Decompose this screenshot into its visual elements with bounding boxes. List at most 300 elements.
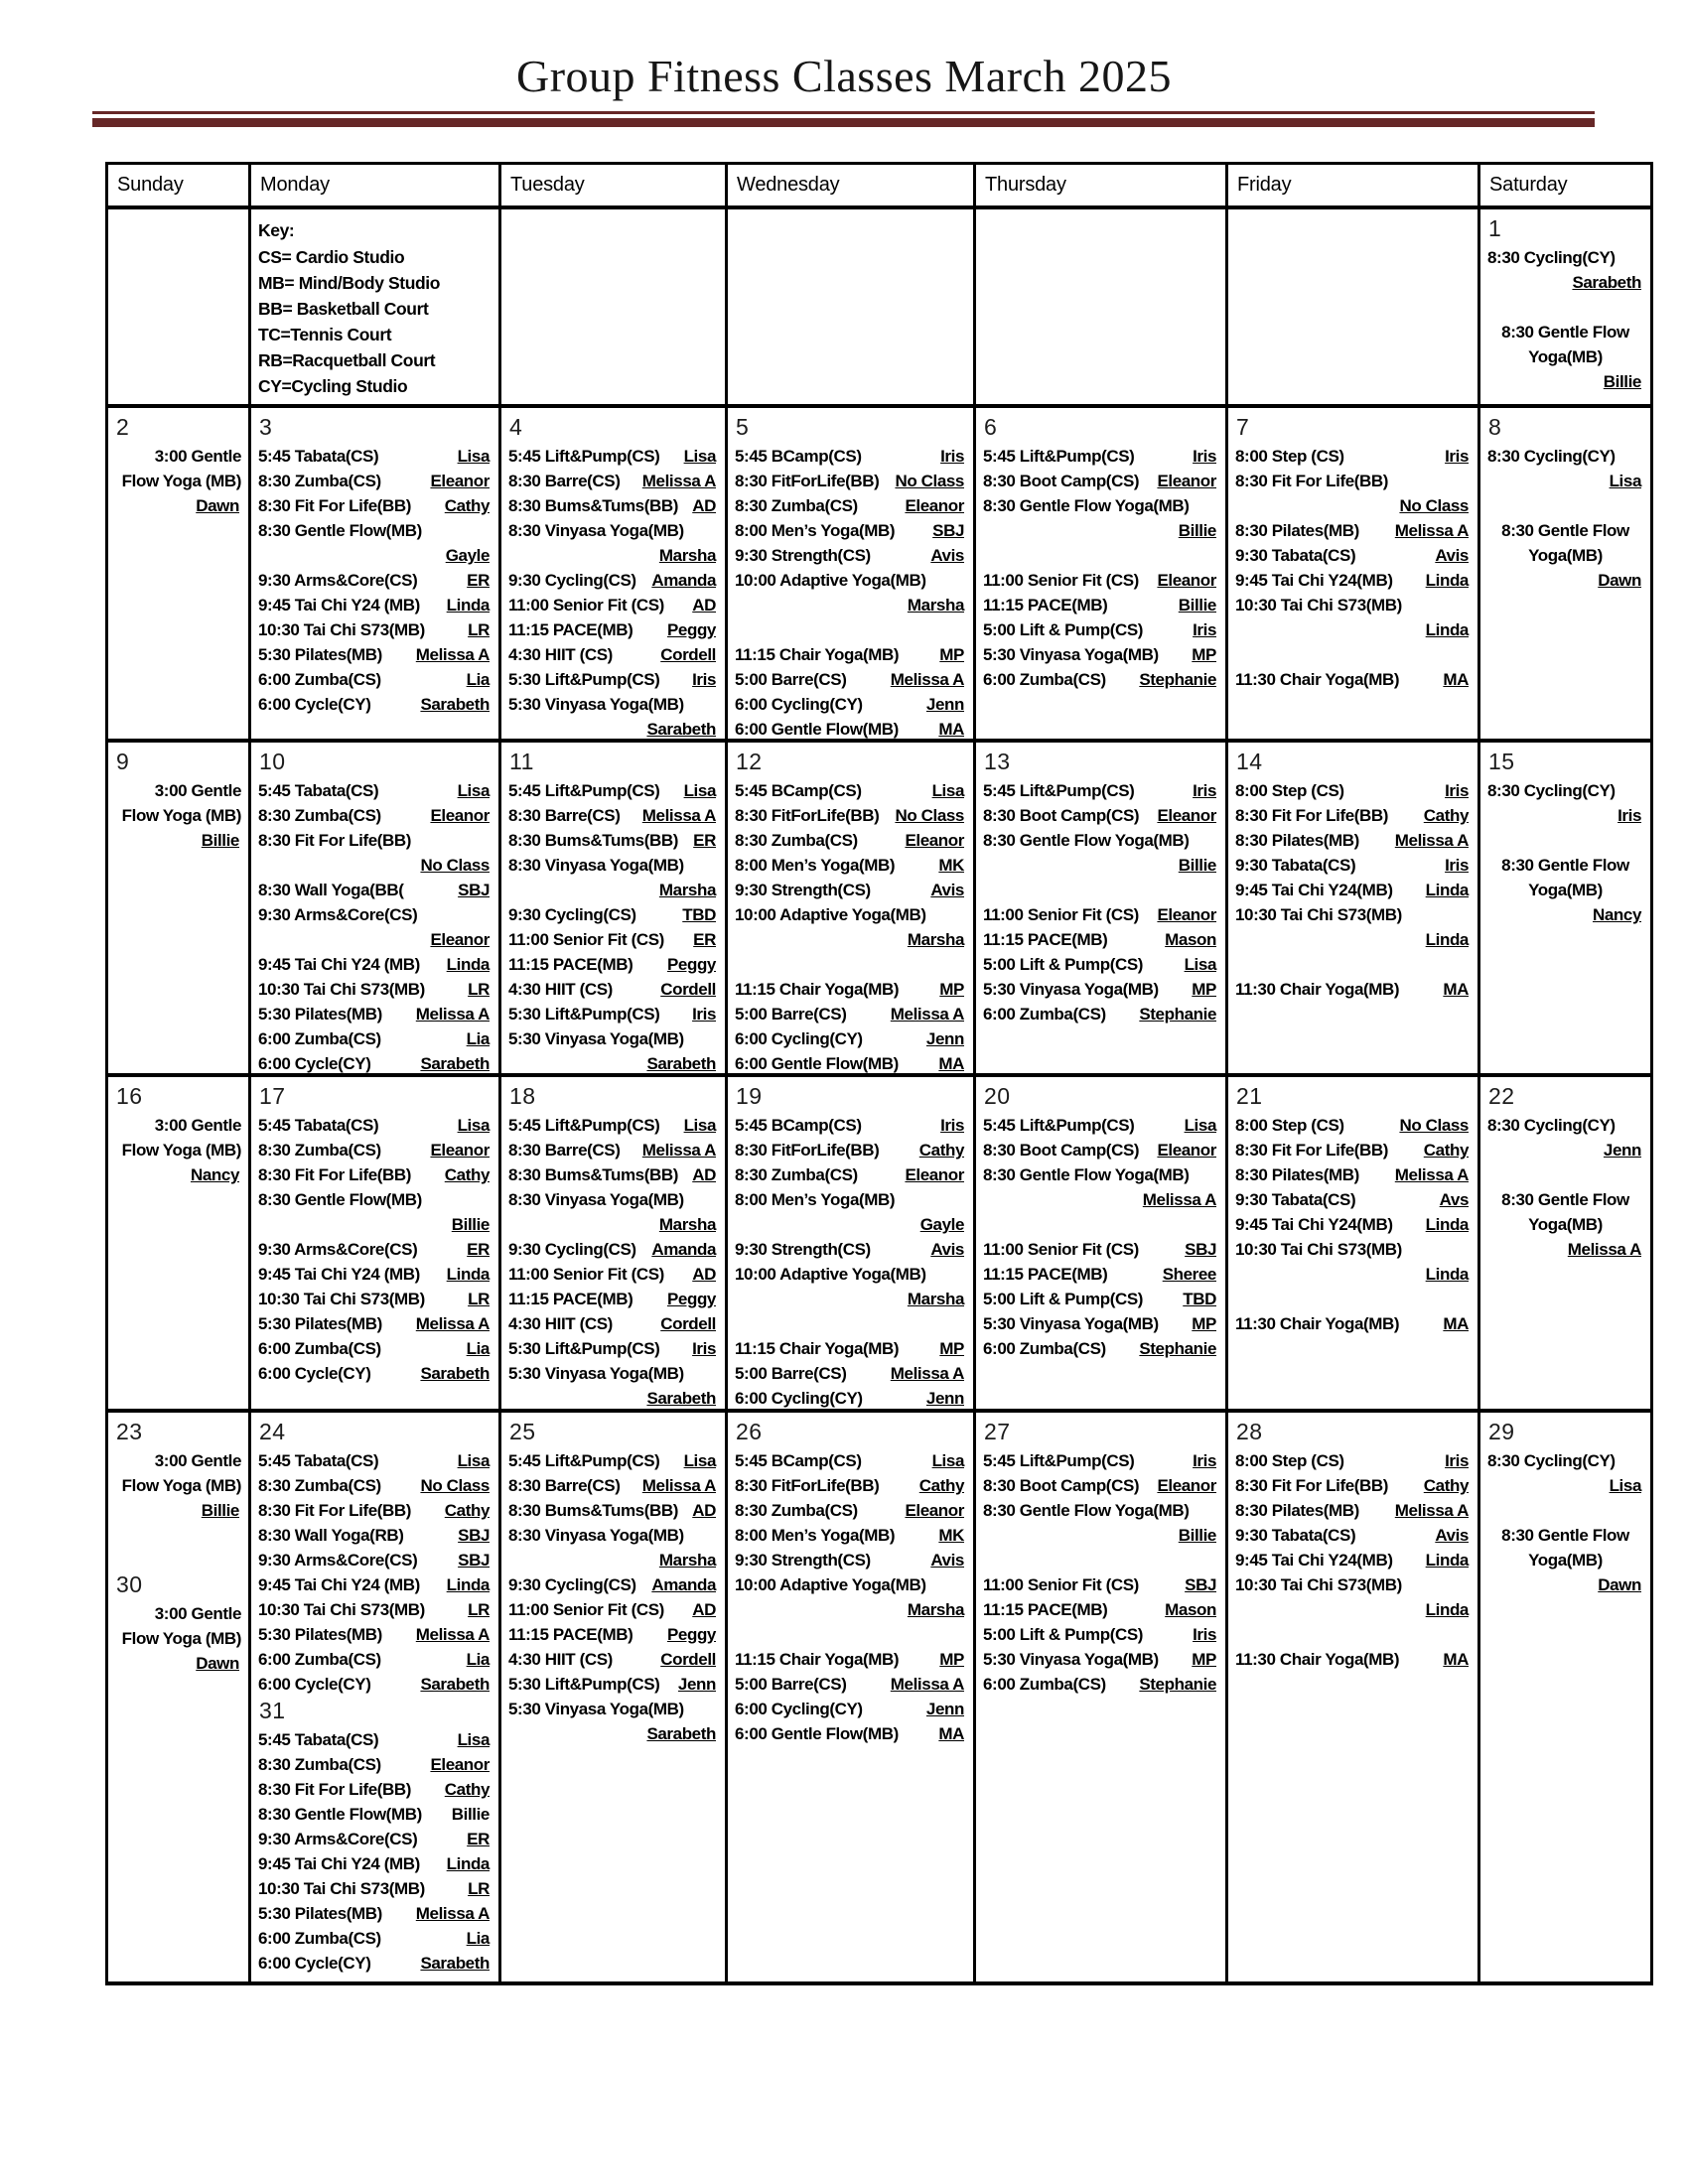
class-entry	[508, 1622, 718, 1647]
instructor-line	[115, 1651, 241, 1676]
day-number: 17	[259, 1083, 286, 1109]
instructor-name: Iris	[1193, 620, 1216, 639]
class-name: 8:30 Vinyasa Yoga(MB)	[508, 521, 684, 540]
class-entry	[983, 803, 1218, 828]
class-entry	[508, 1572, 718, 1597]
class-name: 5:00 Lift & Pump(CS)	[983, 1625, 1144, 1644]
class-entry	[508, 952, 718, 977]
instructor-name: Melissa A	[415, 1005, 490, 1024]
day-number: 28	[1236, 1419, 1263, 1444]
instructor-name: Melissa A	[1394, 1501, 1469, 1520]
class-name: 8:30 Gentle Flow Yoga(MB)	[1501, 521, 1629, 565]
class-entry	[983, 1448, 1218, 1473]
class-name: 8:30 Gentle Flow(MB)	[258, 1190, 422, 1209]
instructor-name: Stephanie	[1139, 1005, 1216, 1024]
class-name: 11:15 PACE(MB)	[508, 620, 633, 639]
day-number: 31	[259, 1698, 286, 1723]
class-entry	[1235, 1498, 1471, 1523]
class-name: 6:00 Zumba(CS)	[258, 1650, 381, 1669]
day-cell	[251, 1413, 501, 1985]
class-entry	[983, 1311, 1218, 1336]
class-entry	[258, 444, 492, 469]
instructor-name: Avis	[930, 1240, 964, 1259]
class-name: 6:00 Cycling(CY)	[735, 1700, 863, 1718]
class-name: 4:30 HIIT (CS)	[508, 645, 613, 664]
instructor-name: Dawn	[1598, 1575, 1641, 1594]
instructor-line	[1487, 1237, 1643, 1262]
day-cell	[1228, 209, 1480, 408]
class-name: 3:00 Gentle Flow Yoga (MB)	[121, 1116, 241, 1160]
instructor-name: SBJ	[458, 881, 490, 899]
instructor-name: MA	[1443, 1650, 1469, 1669]
class-entry	[983, 1622, 1218, 1647]
class-name: 8:30 Pilates(MB)	[1235, 1165, 1359, 1184]
instructor-line	[508, 1212, 718, 1237]
class-entry	[735, 1237, 966, 1262]
class-entry	[258, 778, 492, 803]
instructor-name: Lisa	[1609, 472, 1641, 490]
instructor-name: Eleanor	[430, 930, 490, 949]
class-entry	[258, 1752, 492, 1777]
class-name: 9:30 Tabata(CS)	[1235, 546, 1356, 565]
class-entry	[258, 1727, 492, 1752]
class-name: 8:30 Barre(CS)	[508, 1141, 621, 1160]
class-entry	[508, 1162, 718, 1187]
class-entry	[508, 593, 718, 617]
instructor-name: Eleanor	[1157, 1476, 1216, 1495]
class-name: 8:30 Boot Camp(CS)	[983, 472, 1140, 490]
class-entry	[508, 1498, 718, 1523]
day-cell	[976, 1413, 1228, 1985]
day-cell	[1228, 1077, 1480, 1413]
instructor-line	[508, 1548, 718, 1572]
instructor-name: AD	[692, 1600, 716, 1619]
class-name: 8:30 Gentle Flow Yoga(MB)	[1501, 1526, 1629, 1570]
instructor-line	[115, 493, 241, 518]
instructor-name: ER	[693, 930, 716, 949]
class-entry	[508, 1311, 718, 1336]
class-entry	[258, 1876, 492, 1901]
class-entry	[258, 593, 492, 617]
instructor-name: Linda	[1425, 620, 1469, 639]
class-name: 11:30 Chair Yoga(MB)	[1235, 1314, 1400, 1333]
class-entry	[735, 1498, 966, 1523]
instructor-line	[1235, 1597, 1471, 1622]
instructor-name: Cathy	[1423, 1476, 1469, 1495]
day-cell	[108, 1077, 251, 1413]
instructor-name: Stephanie	[1139, 1675, 1216, 1694]
class-name: 8:30 Vinyasa Yoga(MB)	[508, 1190, 684, 1209]
instructor-name: MA	[1443, 1314, 1469, 1333]
day-cell	[1228, 408, 1480, 743]
class-entry	[1235, 853, 1471, 878]
class-entry	[1235, 1572, 1471, 1622]
instructor-line	[1487, 803, 1643, 828]
class-entry	[735, 642, 966, 667]
class-name: 11:15 Chair Yoga(MB)	[735, 645, 900, 664]
instructor-name: MK	[938, 1526, 964, 1545]
class-name: 9:30 Cycling(CS)	[508, 1575, 636, 1594]
instructor-name: Eleanor	[1157, 1141, 1216, 1160]
instructor-name: MP	[1192, 980, 1216, 999]
class-name: 8:30 Cycling(CY)	[1487, 248, 1616, 267]
class-entry	[735, 803, 966, 828]
class-entry	[983, 1647, 1218, 1672]
class-entry	[508, 1473, 718, 1498]
instructor-name: Lisa	[457, 1730, 490, 1749]
class-entry	[1235, 878, 1471, 902]
class-entry	[1235, 1113, 1471, 1138]
instructor-name: Lisa	[683, 1116, 716, 1135]
instructor-name: Gayle	[445, 546, 490, 565]
day-number: 27	[984, 1419, 1011, 1444]
instructor-name: Linda	[1425, 1265, 1469, 1284]
class-entry	[983, 493, 1218, 543]
class-entry	[115, 444, 241, 518]
class-name: 6:00 Zumba(CS)	[983, 1005, 1106, 1024]
class-entry	[508, 803, 718, 828]
class-name: 8:30 Cycling(CY)	[1487, 1451, 1616, 1470]
class-name: 5:45 Tabata(CS)	[258, 1730, 379, 1749]
class-entry	[983, 444, 1218, 469]
day-cell	[728, 1413, 976, 1985]
class-name: 10:30 Tai Chi S73(MB)	[1235, 905, 1402, 924]
day-number: 13	[984, 749, 1011, 774]
instructor-name: AD	[692, 1165, 716, 1184]
class-entry	[258, 1237, 492, 1262]
class-name: 10:30 Tai Chi S73(MB)	[1235, 596, 1402, 614]
class-entry	[1235, 1212, 1471, 1237]
class-entry	[508, 853, 718, 902]
class-name: 8:30 Fit For Life(BB)	[1235, 1141, 1389, 1160]
instructor-name: Iris	[940, 1116, 964, 1135]
instructor-name: Iris	[1445, 781, 1469, 800]
instructor-name: Eleanor	[1157, 806, 1216, 825]
class-entry	[258, 1548, 492, 1572]
class-entry	[508, 1672, 718, 1697]
class-name: 3:00 Gentle Flow Yoga (MB)	[121, 447, 241, 490]
day-number: 24	[259, 1419, 286, 1444]
instructor-name: Sarabeth	[420, 695, 490, 714]
class-name: 11:15 PACE(MB)	[508, 955, 633, 974]
instructor-name: Cordell	[660, 980, 716, 999]
class-entry	[735, 469, 966, 493]
class-entry	[735, 1187, 966, 1237]
class-entry	[735, 493, 966, 518]
title-rule-thick	[92, 118, 1595, 127]
class-name: 9:30 Strength(CS)	[735, 1551, 871, 1570]
class-name: 5:00 Lift & Pump(CS)	[983, 620, 1144, 639]
class-entry	[258, 1597, 492, 1622]
instructor-line	[1235, 927, 1471, 952]
instructor-name: Eleanor	[430, 806, 490, 825]
class-entry	[508, 1448, 718, 1473]
instructor-line	[1487, 902, 1643, 927]
instructor-name: Melissa A	[1567, 1240, 1641, 1259]
instructor-line	[1487, 369, 1643, 394]
instructor-name: Melissa A	[641, 806, 716, 825]
class-entry	[508, 1597, 718, 1622]
day-cell	[1228, 1413, 1480, 1985]
day-number: 20	[984, 1083, 1011, 1109]
class-name: 5:30 Vinyasa Yoga(MB)	[983, 1650, 1159, 1669]
class-name: 5:00 Lift & Pump(CS)	[983, 955, 1144, 974]
class-name: 8:30 Fit For Life(BB)	[258, 1780, 412, 1799]
class-entry	[983, 927, 1218, 952]
class-entry	[258, 1827, 492, 1851]
class-name: 5:45 Lift&Pump(CS)	[508, 781, 660, 800]
page-title: Group Fitness Classes March 2025	[516, 51, 1172, 101]
instructor-name: Melissa A	[1394, 831, 1469, 850]
class-entry	[983, 1572, 1218, 1597]
class-name: 8:00 Step (CS)	[1235, 1116, 1344, 1135]
class-entry	[1235, 543, 1471, 568]
class-name: 8:00 Step (CS)	[1235, 447, 1344, 466]
calendar-table	[105, 162, 1653, 1985]
class-name: 8:00 Men’s Yoga(MB)	[735, 1190, 896, 1209]
instructor-name: Marsha	[658, 1215, 716, 1234]
class-entry	[735, 1361, 966, 1386]
class-name: 8:30 Bums&Tums(BB)	[508, 1501, 679, 1520]
instructor-name: Marsha	[907, 596, 964, 614]
class-entry	[258, 1262, 492, 1287]
class-name: 11:00 Senior Fit (CS)	[983, 905, 1139, 924]
day-number: 18	[509, 1083, 536, 1109]
instructor-name: MP	[939, 980, 964, 999]
instructor-name: MA	[938, 1724, 964, 1743]
instructor-name: Dawn	[196, 496, 239, 515]
class-name: 8:00 Men’s Yoga(MB)	[735, 1526, 896, 1545]
class-name: 9:30 Tabata(CS)	[1235, 1526, 1356, 1545]
class-name: 8:30 Fit For Life(BB)	[258, 496, 412, 515]
class-name: 5:30 Vinyasa Yoga(MB)	[508, 1364, 684, 1383]
class-name: 3:00 Gentle Flow Yoga (MB)	[121, 1451, 241, 1495]
class-name: 5:45 Lift&Pump(CS)	[508, 447, 660, 466]
instructor-name: Lia	[466, 1929, 490, 1948]
instructor-name: Cathy	[444, 496, 490, 515]
class-name: 5:45 Lift&Pump(CS)	[508, 1451, 660, 1470]
class-entry	[983, 1597, 1218, 1622]
instructor-name: No Class	[895, 472, 964, 490]
class-name: 6:00 Gentle Flow(MB)	[735, 720, 899, 739]
class-entry	[983, 1138, 1218, 1162]
instructor-name: Lisa	[457, 781, 490, 800]
class-name: 8:30 Gentle Flow Yoga(MB)	[983, 831, 1190, 850]
class-name: 8:30 Boot Camp(CS)	[983, 1476, 1140, 1495]
instructor-name: Melissa A	[890, 670, 964, 689]
class-name: 11:00 Senior Fit (CS)	[508, 596, 664, 614]
instructor-name: Billie	[1178, 856, 1216, 875]
weekday-header-thursday	[976, 165, 1228, 209]
class-name: 6:00 Gentle Flow(MB)	[735, 1724, 899, 1743]
day-cell	[1480, 209, 1653, 408]
class-entry	[735, 1162, 966, 1187]
instructor-name: Iris	[1618, 806, 1641, 825]
class-name: 8:30 Gentle Flow Yoga(MB)	[983, 1501, 1190, 1520]
instructor-name: Avis	[930, 546, 964, 565]
instructor-name: Lisa	[457, 447, 490, 466]
class-name: 8:30 Zumba(CS)	[258, 1755, 381, 1774]
class-entry	[258, 568, 492, 593]
instructor-name: Billie	[201, 831, 239, 850]
instructor-name: LR	[468, 1879, 490, 1898]
instructor-name: Melissa A	[415, 1904, 490, 1923]
class-entry	[258, 1187, 492, 1237]
day-number: 21	[1236, 1083, 1263, 1109]
instructor-name: Sarabeth	[420, 1054, 490, 1073]
class-entry	[508, 828, 718, 853]
instructor-name: ER	[467, 1830, 490, 1848]
class-entry	[115, 778, 241, 853]
weekday-header-label: Tuesday	[510, 174, 585, 196]
class-name: 11:00 Senior Fit (CS)	[508, 930, 664, 949]
class-name: 9:30 Arms&Core(CS)	[258, 571, 418, 590]
class-name: 10:00 Adaptive Yoga(MB)	[735, 571, 926, 590]
class-entry	[508, 692, 718, 742]
class-name: 10:30 Tai Chi S73(MB)	[258, 980, 425, 999]
class-name: 8:00 Step (CS)	[1235, 1451, 1344, 1470]
class-name: 11:00 Senior Fit (CS)	[983, 571, 1139, 590]
class-name: 5:45 Tabata(CS)	[258, 1116, 379, 1135]
instructor-name: Sarabeth	[646, 1724, 716, 1743]
class-entry	[1235, 1548, 1471, 1572]
class-entry	[508, 617, 718, 642]
instructor-name: Billie	[1178, 1526, 1216, 1545]
class-entry	[508, 1113, 718, 1138]
section-gap	[115, 1523, 241, 1570]
class-name: 5:00 Barre(CS)	[735, 1005, 847, 1024]
class-entry	[258, 1523, 492, 1548]
class-entry	[258, 828, 492, 878]
day-number: 26	[736, 1419, 763, 1444]
class-name: 6:00 Cycling(CY)	[735, 1029, 863, 1048]
class-name: 9:45 Tai Chi Y24 (MB)	[258, 955, 420, 974]
class-name: 11:00 Senior Fit (CS)	[508, 1265, 664, 1284]
instructor-name: Sarabeth	[420, 1675, 490, 1694]
instructor-name: Sarabeth	[420, 1954, 490, 1973]
instructor-name: Melissa A	[641, 1476, 716, 1495]
class-name: 10:30 Tai Chi S73(MB)	[1235, 1575, 1402, 1594]
instructor-name: AD	[692, 1265, 716, 1284]
instructor-name: SBJ	[1185, 1240, 1216, 1259]
class-name: 8:30 Pilates(MB)	[1235, 521, 1359, 540]
instructor-name: Cathy	[1423, 806, 1469, 825]
instructor-name: Mason	[1165, 930, 1216, 949]
class-name: 4:30 HIIT (CS)	[508, 980, 613, 999]
instructor-name: MP	[939, 1650, 964, 1669]
class-entry	[508, 1002, 718, 1026]
day-cell	[728, 209, 976, 408]
instructor-line	[258, 853, 492, 878]
class-entry	[258, 1311, 492, 1336]
day-cell	[976, 743, 1228, 1077]
class-name: 8:30 Zumba(CS)	[258, 472, 381, 490]
instructor-name: Jenn	[677, 1675, 716, 1694]
class-name: 5:45 Lift&Pump(CS)	[508, 1116, 660, 1135]
class-entry	[1235, 518, 1471, 543]
class-name: 5:00 Barre(CS)	[735, 670, 847, 689]
instructor-line	[735, 927, 966, 952]
class-entry	[1487, 245, 1643, 295]
class-entry	[1235, 1138, 1471, 1162]
instructor-name: Eleanor	[905, 496, 964, 515]
class-entry	[735, 568, 966, 617]
instructor-name: AD	[692, 596, 716, 614]
instructor-name: Lisa	[683, 781, 716, 800]
class-name: 5:45 Lift&Pump(CS)	[983, 1116, 1135, 1135]
class-entry	[983, 902, 1218, 927]
class-entry	[1235, 828, 1471, 853]
instructor-name: Cathy	[444, 1780, 490, 1799]
day-cell	[251, 743, 501, 1077]
class-entry	[508, 778, 718, 803]
class-name: 8:30 FitForLife(BB)	[735, 472, 880, 490]
class-entry	[1235, 902, 1471, 952]
class-name: 5:45 Lift&Pump(CS)	[983, 447, 1135, 466]
instructor-line	[258, 543, 492, 568]
class-entry	[258, 1287, 492, 1311]
instructor-name: Iris	[692, 670, 716, 689]
class-name: 11:15 PACE(MB)	[983, 596, 1108, 614]
class-entry	[508, 1187, 718, 1237]
instructor-name: Billie	[451, 1215, 490, 1234]
day-cell	[108, 743, 251, 1077]
class-name: 5:30 Vinyasa Yoga(MB)	[983, 1314, 1159, 1333]
class-name: 9:30 Arms&Core(CS)	[258, 1830, 418, 1848]
instructor-name: Eleanor	[905, 831, 964, 850]
class-name: 3:00 Gentle Flow Yoga (MB)	[121, 1604, 241, 1648]
instructor-name: Lia	[466, 670, 490, 689]
class-name: 9:30 Cycling(CS)	[508, 905, 636, 924]
instructor-name: Jenn	[925, 1389, 964, 1408]
class-entry	[508, 667, 718, 692]
instructor-name: LR	[468, 620, 490, 639]
class-entry	[735, 1138, 966, 1162]
instructor-name: Avis	[930, 881, 964, 899]
day-number: 10	[259, 749, 286, 774]
day-cell	[1480, 408, 1653, 743]
class-name: 8:30 Fit For Life(BB)	[1235, 1476, 1389, 1495]
class-name: 5:30 Pilates(MB)	[258, 1904, 382, 1923]
class-entry	[115, 1601, 241, 1676]
instructor-name: Melissa A	[641, 472, 716, 490]
instructor-name: Cordell	[660, 1314, 716, 1333]
class-name: 5:30 Lift&Pump(CS)	[508, 670, 660, 689]
class-entry	[508, 1523, 718, 1572]
class-entry	[1235, 977, 1471, 1002]
class-name: 8:30 Gentle Flow Yoga(MB)	[1501, 856, 1629, 899]
day-cell	[976, 1077, 1228, 1413]
class-name: 10:30 Tai Chi S73(MB)	[258, 1290, 425, 1308]
instructor-line	[1235, 493, 1471, 518]
class-name: 4:30 HIIT (CS)	[508, 1314, 613, 1333]
class-entry	[258, 1051, 492, 1076]
instructor-line	[1235, 617, 1471, 642]
class-entry	[735, 444, 966, 469]
class-name: 11:15 PACE(MB)	[983, 1600, 1108, 1619]
class-entry	[735, 902, 966, 952]
class-entry	[735, 1051, 966, 1076]
class-entry	[258, 1336, 492, 1361]
instructor-name: TBD	[1183, 1290, 1216, 1308]
class-entry	[508, 493, 718, 518]
instructor-name: Gayle	[919, 1215, 964, 1234]
class-entry	[735, 717, 966, 742]
key-entry: CS= Cardio Studio	[258, 247, 405, 267]
instructor-name: LR	[468, 980, 490, 999]
class-name: 5:30 Vinyasa Yoga(MB)	[983, 980, 1159, 999]
weekday-header-label: Monday	[260, 174, 330, 196]
